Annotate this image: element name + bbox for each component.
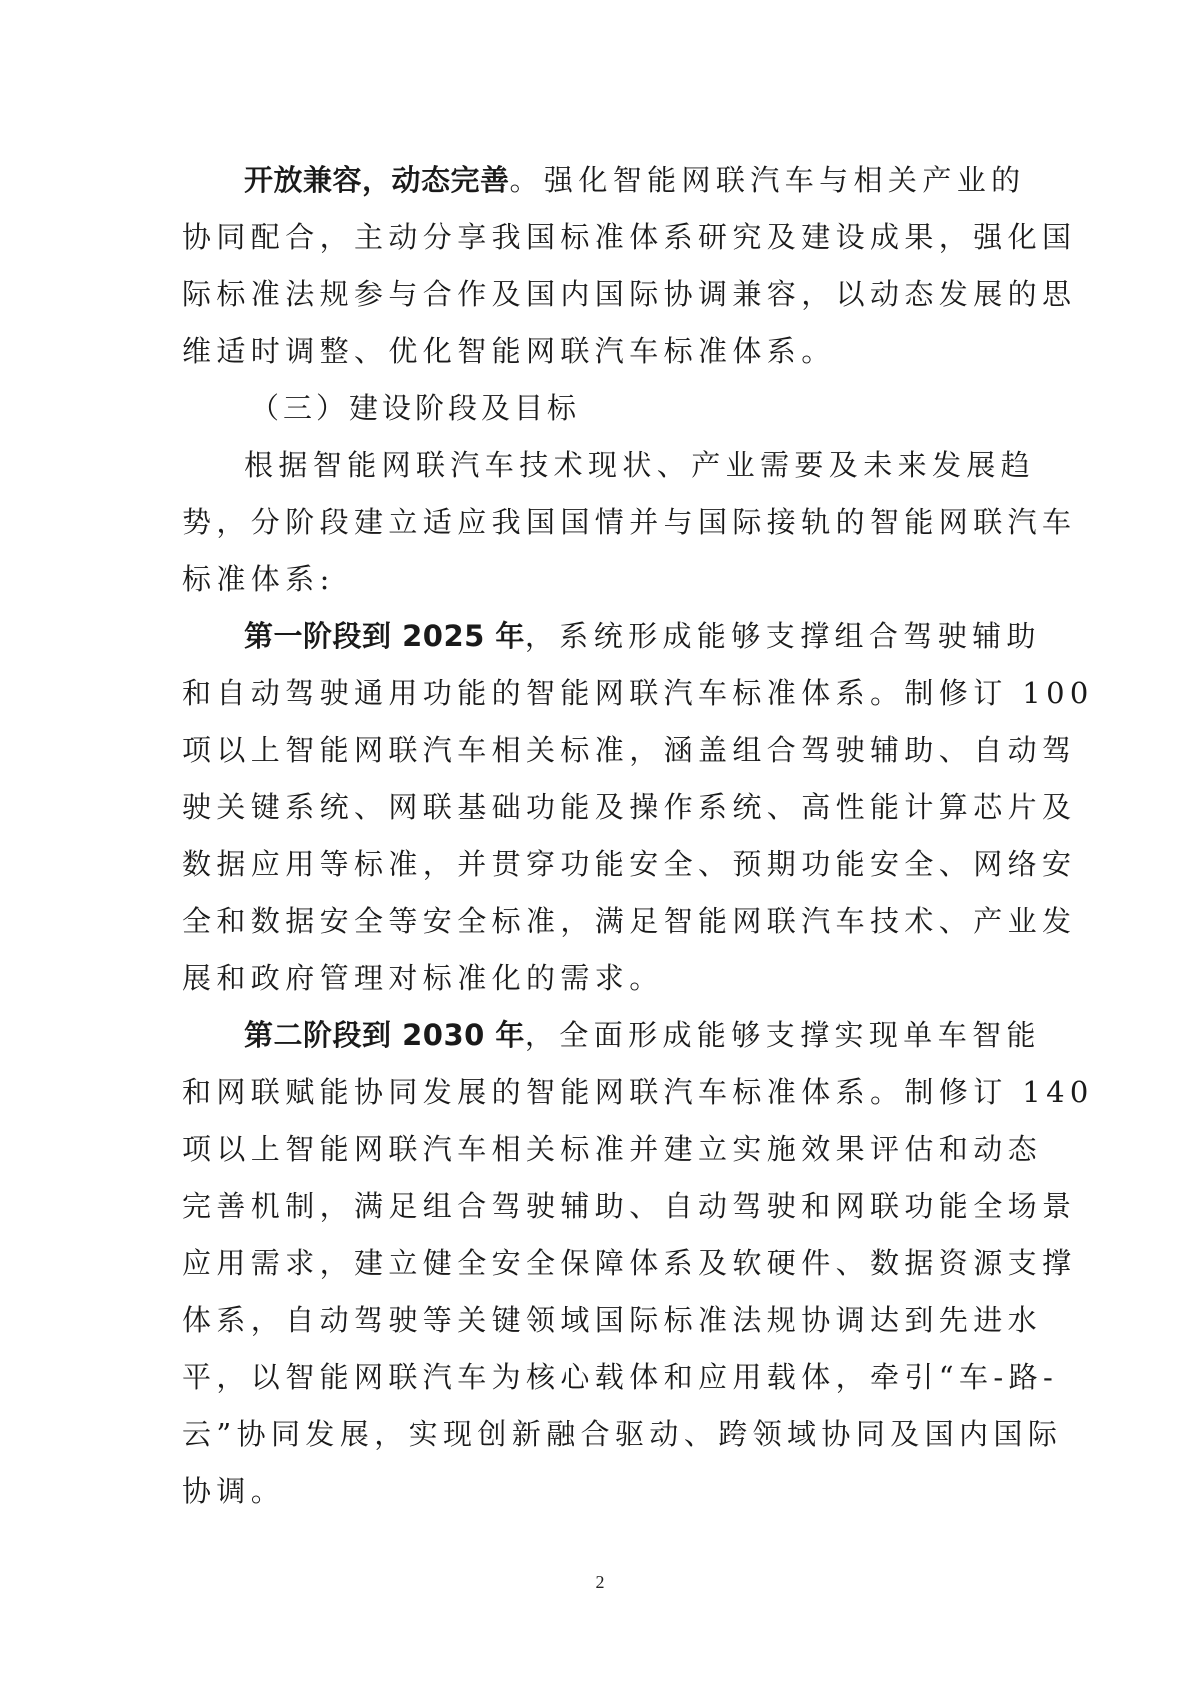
paragraph-line: 应用需求，建立健全安全保障体系及软硬件、数据资源支撑	[182, 1246, 1077, 1280]
paragraph-line: 势，分阶段建立适应我国国情并与国际接轨的智能网联汽车	[182, 505, 1077, 539]
paragraph-line: 和网联赋能协同发展的智能网联汽车标准体系。制修订 140	[182, 1075, 1094, 1109]
paragraph-line: 平，以智能网联汽车为核心载体和应用载体，牵引“车-路-	[182, 1360, 1059, 1394]
paragraph-line: 展和政府管理对标准化的需求。	[182, 961, 664, 995]
paragraph-line: 标准体系:	[182, 562, 335, 596]
paragraph-stage-two	[182, 1007, 1094, 1520]
paragraph-line: 数据应用等标准，并贯穿功能安全、预期功能安全、网络安	[182, 847, 1077, 881]
paragraph-line	[182, 152, 1026, 209]
paragraph-line: 协同配合，主动分享我国标准体系研究及建设成果，强化国	[182, 220, 1077, 254]
section-heading: （三）建设阶段及目标	[250, 391, 581, 425]
bold-lead-text: 第二阶段到 2030 年	[244, 1018, 525, 1052]
paragraph-open-compatible	[182, 152, 1077, 380]
paragraph-line: 协调。	[182, 1474, 286, 1508]
paragraph-line: 维适时调整、优化智能网联汽车标准体系。	[182, 334, 836, 368]
paragraph-line: 完善机制，满足组合驾驶辅助、自动驾驶和网联功能全场景	[182, 1189, 1077, 1223]
line-text: ，系统形成能够支撑组合驾驶辅助	[524, 619, 1041, 653]
paragraph-line: 项以上智能网联汽车相关标准并建立实施效果评估和动态	[182, 1132, 1043, 1166]
line-text: 。强化智能网联汽车与相关产业的	[509, 163, 1026, 197]
paragraph-line	[182, 1007, 1041, 1064]
paragraph-line: 全和数据安全等安全标准，满足智能网联汽车技术、产业发	[182, 904, 1077, 938]
bold-lead-text: 开放兼容，动态完善	[244, 163, 510, 197]
paragraph-line: 驶关键系统、网联基础功能及操作系统、高性能计算芯片及	[182, 790, 1077, 824]
paragraph-line: 体系，自动驾驶等关键领域国际标准法规协调达到先进水	[182, 1303, 1043, 1337]
line-text: ，全面形成能够支撑实现单车智能	[524, 1018, 1041, 1052]
paragraph-line: 项以上智能网联汽车相关标准，涵盖组合驾驶辅助、自动驾	[182, 733, 1077, 767]
paragraph-stage-one	[182, 608, 1094, 1007]
paragraph-line: 际标准法规参与合作及国内国际协调兼容，以动态发展的思	[182, 277, 1077, 311]
paragraph-line: 云”协同发展，实现创新融合驱动、跨领域协同及国内国际	[182, 1417, 1063, 1451]
page-number: 2	[595, 1572, 605, 1592]
paragraph-line: 和自动驾驶通用功能的智能网联汽车标准体系。制修订 100	[182, 676, 1094, 710]
paragraph-intro	[182, 437, 1077, 608]
paragraph-line: 根据智能网联汽车技术现状、产业需要及未来发展趋	[244, 448, 1036, 482]
bold-lead-text: 第一阶段到 2025 年	[244, 619, 525, 653]
paragraph-line	[182, 608, 1041, 665]
document-body	[182, 152, 1094, 1520]
